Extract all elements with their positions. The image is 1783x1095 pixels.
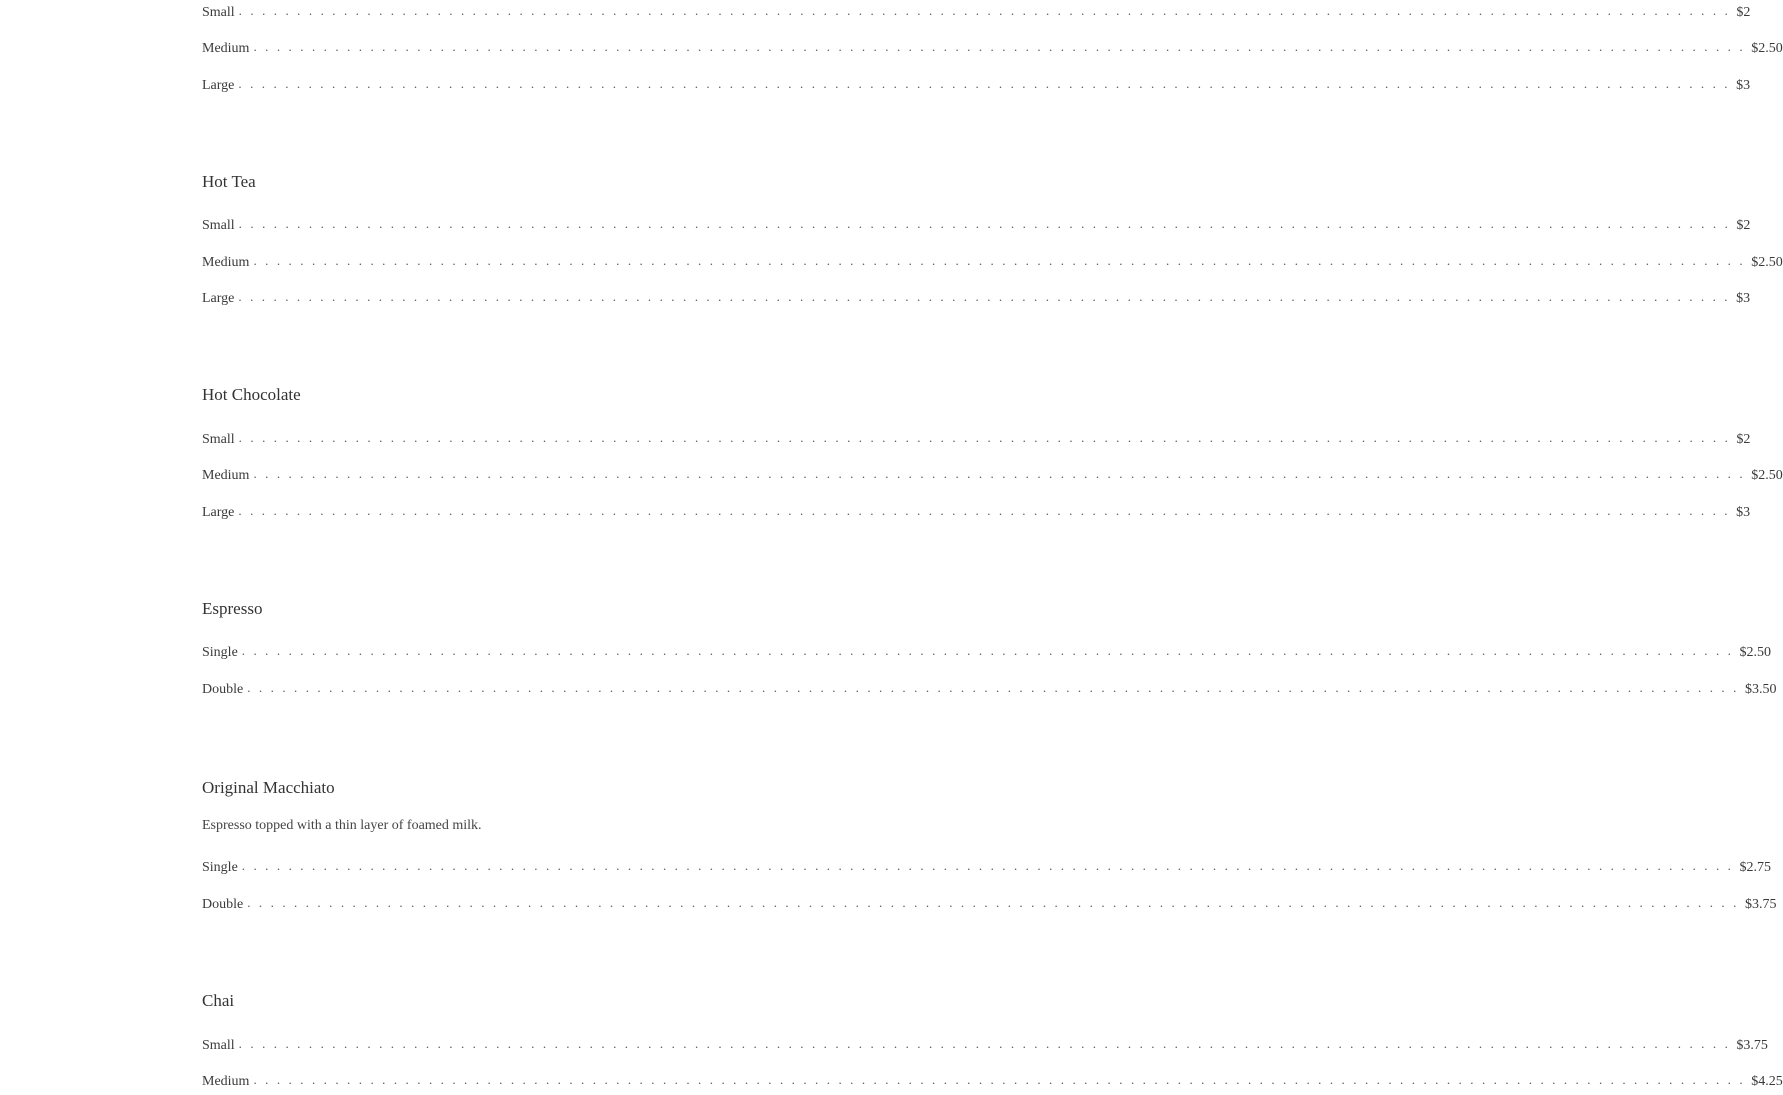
item-price: $2.50 [1751,255,1783,270]
menu-item-row [202,75,1751,95]
menu-item-row [202,1035,1768,1055]
section-title-macchiato: Original Macchiato [202,778,335,797]
item-size: Double [202,897,244,912]
item-price: $2.50 [1751,41,1783,56]
menu-item-row [202,857,1772,877]
menu-item-row [202,642,1772,662]
item-price: $3 [1736,291,1751,306]
item-price: $2 [1736,218,1751,233]
item-size: Single [202,860,238,875]
item-size: Large [202,505,235,520]
dot-leader: . . . . . . . . . . . . . . . . . . . . . . . . . . . . . . . . . . . . . . . . . . . . . . . . . . . . . . . . . . . . . . . . . . . . . . . . . . . . . . . . . . . . . . . . . . . . . . . . . . . . . . . . . . . . . . . . . . . . . . . . . . . . . . . . [253,39,1746,54]
item-price: $4.25 [1751,1074,1783,1089]
menu-item-row [202,252,1783,272]
dot-leader: . . . . . . . . . . . . . . . . . . . . . . . . . . . . . . . . . . . . . . . . . . . . . . . . . . . . . . . . . . . . . . . . . . . . . . . . . . . . . . . . . . . . . . . . . . . . . . . . . . . . . . . . . . . . . . . . . . . . . . . . . . . . . . . . [253,466,1746,481]
dot-leader: . . . . . . . . . . . . . . . . . . . . . . . . . . . . . . . . . . . . . . . . . . . . . . . . . . . . . . . . . . . . . . . . . . . . . . . . . . . . . . . . . . . . . . . . . . . . . . . . . . . . . . . . . . . . . . . . . . . . . . . . . . . . . . . . [238,76,1731,91]
item-price: $3 [1736,505,1751,520]
dot-leader: . . . . . . . . . . . . . . . . . . . . . . . . . . . . . . . . . . . . . . . . . . . . . . . . . . . . . . . . . . . . . . . . . . . . . . . . . . . . . . . . . . . . . . . . . . . . . . . . . . . . . . . . . . . . . . . . . . . . . . . . . . . . . . . . [238,503,1731,518]
item-size: Large [202,291,235,306]
menu-item-row [202,429,1751,449]
item-size: Double [202,682,244,697]
item-price: $3.75 [1744,897,1777,912]
section-title-hot-chocolate: Hot Chocolate [202,385,301,404]
dot-leader: . . . . . . . . . . . . . . . . . . . . . . . . . . . . . . . . . . . . . . . . . . . . . . . . . . . . . . . . . . . . . . . . . . . . . . . . . . . . . . . . . . . . . . . . . . . . . . . . . . . . . . . . . . . . . . . . . . . . . . . . . . . . . . . . [247,680,1739,695]
item-size: Medium [202,41,250,56]
item-size: Medium [202,1074,250,1089]
dot-leader: . . . . . . . . . . . . . . . . . . . . . . . . . . . . . . . . . . . . . . . . . . . . . . . . . . . . . . . . . . . . . . . . . . . . . . . . . . . . . . . . . . . . . . . . . . . . . . . . . . . . . . . . . . . . . . . . . . . . . . . . . . . . . . . . [241,858,1734,873]
menu-item-row [202,215,1751,235]
item-size: Small [202,1038,235,1053]
menu-item-row [202,502,1751,522]
menu-item-row [202,288,1751,308]
menu-item-row [202,2,1751,22]
item-price: $2 [1736,432,1751,447]
dot-leader: . . . . . . . . . . . . . . . . . . . . . . . . . . . . . . . . . . . . . . . . . . . . . . . . . . . . . . . . . . . . . . . . . . . . . . . . . . . . . . . . . . . . . . . . . . . . . . . . . . . . . . . . . . . . . . . . . . . . . . . . . . . . . . . . [238,1036,1731,1051]
item-price: $3.75 [1736,1038,1768,1053]
item-price: $2 [1736,5,1751,20]
dot-leader: . . . . . . . . . . . . . . . . . . . . . . . . . . . . . . . . . . . . . . . . . . . . . . . . . . . . . . . . . . . . . . . . . . . . . . . . . . . . . . . . . . . . . . . . . . . . . . . . . . . . . . . . . . . . . . . . . . . . . . . . . . . . . . . . [253,253,1746,268]
section-title-chai: Chai [202,991,235,1010]
dot-leader: . . . . . . . . . . . . . . . . . . . . . . . . . . . . . . . . . . . . . . . . . . . . . . . . . . . . . . . . . . . . . . . . . . . . . . . . . . . . . . . . . . . . . . . . . . . . . . . . . . . . . . . . . . . . . . . . . . . . . . . . . . . . . . . . [238,216,1731,231]
menu-item-row [202,38,1783,58]
item-price: $2.75 [1739,860,1772,875]
menu-item-row [202,465,1783,485]
item-price: $3 [1736,78,1751,93]
item-size: Small [202,5,235,20]
section-title-espresso: Espresso [202,599,263,618]
item-size: Medium [202,468,250,483]
menu-item-row [202,894,1777,914]
dot-leader: . . . . . . . . . . . . . . . . . . . . . . . . . . . . . . . . . . . . . . . . . . . . . . . . . . . . . . . . . . . . . . . . . . . . . . . . . . . . . . . . . . . . . . . . . . . . . . . . . . . . . . . . . . . . . . . . . . . . . . . . . . . . . . . . [238,430,1731,445]
dot-leader: . . . . . . . . . . . . . . . . . . . . . . . . . . . . . . . . . . . . . . . . . . . . . . . . . . . . . . . . . . . . . . . . . . . . . . . . . . . . . . . . . . . . . . . . . . . . . . . . . . . . . . . . . . . . . . . . . . . . . . . . . . . . . . . . [253,1072,1746,1087]
dot-leader: . . . . . . . . . . . . . . . . . . . . . . . . . . . . . . . . . . . . . . . . . . . . . . . . . . . . . . . . . . . . . . . . . . . . . . . . . . . . . . . . . . . . . . . . . . . . . . . . . . . . . . . . . . . . . . . . . . . . . . . . . . . . . . . . [238,3,1731,18]
menu-item-row [202,679,1777,699]
dot-leader: . . . . . . . . . . . . . . . . . . . . . . . . . . . . . . . . . . . . . . . . . . . . . . . . . . . . . . . . . . . . . . . . . . . . . . . . . . . . . . . . . . . . . . . . . . . . . . . . . . . . . . . . . . . . . . . . . . . . . . . . . . . . . . . . [241,643,1734,658]
item-size: Medium [202,255,250,270]
item-price: $3.50 [1744,682,1777,697]
item-size: Small [202,218,235,233]
section-title-hot-tea: Hot Tea [202,172,256,191]
item-description: Espresso topped with a thin layer of foamed milk. [202,818,482,833]
item-price: $2.50 [1751,468,1783,483]
item-size: Single [202,645,238,660]
menu-item-row [202,1071,1783,1091]
item-size: Large [202,78,235,93]
item-price: $2.50 [1739,645,1772,660]
dot-leader: . . . . . . . . . . . . . . . . . . . . . . . . . . . . . . . . . . . . . . . . . . . . . . . . . . . . . . . . . . . . . . . . . . . . . . . . . . . . . . . . . . . . . . . . . . . . . . . . . . . . . . . . . . . . . . . . . . . . . . . . . . . . . . . . [238,289,1731,304]
item-size: Small [202,432,235,447]
dot-leader: . . . . . . . . . . . . . . . . . . . . . . . . . . . . . . . . . . . . . . . . . . . . . . . . . . . . . . . . . . . . . . . . . . . . . . . . . . . . . . . . . . . . . . . . . . . . . . . . . . . . . . . . . . . . . . . . . . . . . . . . . . . . . . . . [247,895,1739,910]
